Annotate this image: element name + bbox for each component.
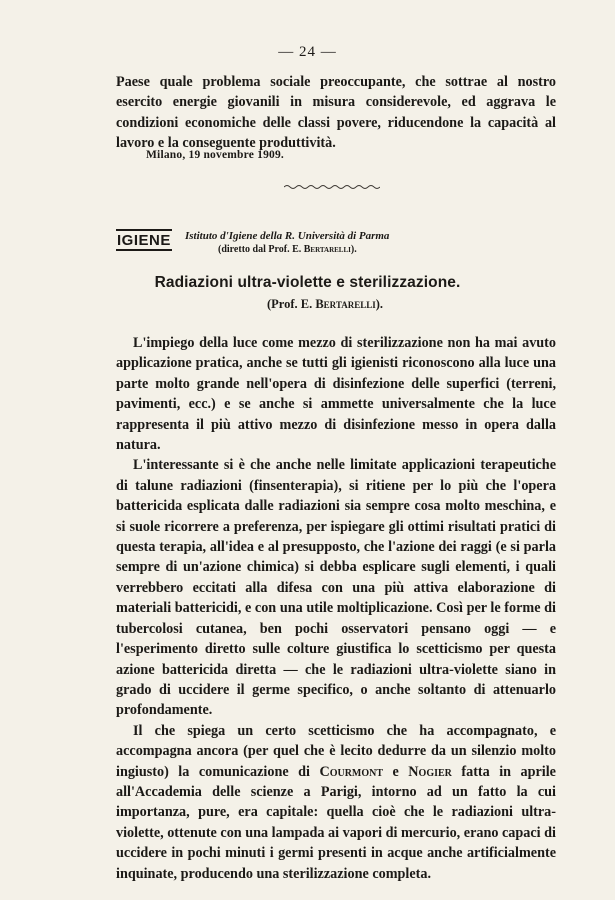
body-paragraph-1: L'impiego della luce come mezzo di sterilizzazione non ha mai avuto applicazione pratica, anche se tutti gli igienisti riconoscono alla luce una parte molto grande nell'opera di disinfezione delle superfici (terreni, pavimenti, ecc.) e se anche si ammette universalmente che la luce rappresenta il più attivo mezzo di disinfezione messo in opera dalla natura. [116,335,556,454]
para3-conj: e [383,763,409,780]
article-title: Radiazioni ultra-violette e sterilizzazione. [154,274,461,291]
author-courmont: Courmont [319,763,384,780]
director-suffix: ). [350,244,357,255]
article-body [116,333,556,884]
paragraph-text: Paese quale problema sociale preoccupante, che sottrae al nostro esercito energie giovanili in misura considerevole, ed aggrava le condizioni economiche delle classi povere, riducendone la capacità al lavoro e la conseguente produttività. [116,74,556,152]
para3-text-a: Il che spiega un certo scetticismo che ha accompagnato, e accompagna ancora (per quel che è lecito dedurre da un silenzio molto ingiusto) la comunicazione di [116,722,556,780]
author-name: Bertarelli [315,297,376,311]
body-paragraph-3 [116,721,556,884]
director-line [218,243,357,257]
author-nogier: Nogier [408,763,452,780]
author-suffix: ). [375,297,384,311]
continued-paragraph [116,72,556,154]
section-label: IGIENE [116,229,172,251]
body-paragraph-2: L'interessante si è che anche nelle limitate applicazioni terapeutiche di talune radiazioni (finsenterapia), si ritiene per lo più che l'opera battericida esplicata dalle radiazioni sia sempre cosa molto meschina, e si suole ricorrere a preferenza, per ispiegare gli ottimi risultati pratici di questa terapia, all'idea e al presupposto, che l'azione dei raggi (e si parla sempre di un'azione chimica) si debba esplicare sugli elementi, i quali verrebbero eccitati alla difesa con una più attiva elaborazione di materiali battericidi, e con una utile moltiplicazione. Così per le forme di tubercolosi cutanea, ben pochi osservatori pensano oggi — e l'esperimento diretto sulle colture giustifica lo scetticismo per questa azione battericida diretta — che le radiazioni ultra-violette siano in grado di uccidere il germe specifico, o anche soltanto di attenuarlo profondamente. [116,457,556,719]
article-author [0,297,615,312]
page-number: — 24 — [278,44,337,60]
director-prefix: (diretto dal Prof. E. [218,244,304,255]
wavy-divider [284,183,380,191]
signature-dateline: Milano, 19 novembre 1909. [146,149,284,161]
director-name: Bertarelli [303,244,351,255]
author-prefix: (Prof. E. [266,297,316,311]
institute-line: Istituto d'Igiene della R. Università di Parma [185,230,390,242]
para3-text-b: fatta in aprile all'Accademia delle scienze a Parigi, intorno ad un fatto la cui importanza, pure, era capitale: quella cioè che le radiazioni ultra-violette, ottenute con una lampada ai vapori di mercurio, erano capaci di uccidere in pochi minuti i germi presenti in acque anche artificialmente inquinate, producendo una sterilizzazione completa. [116,763,556,882]
